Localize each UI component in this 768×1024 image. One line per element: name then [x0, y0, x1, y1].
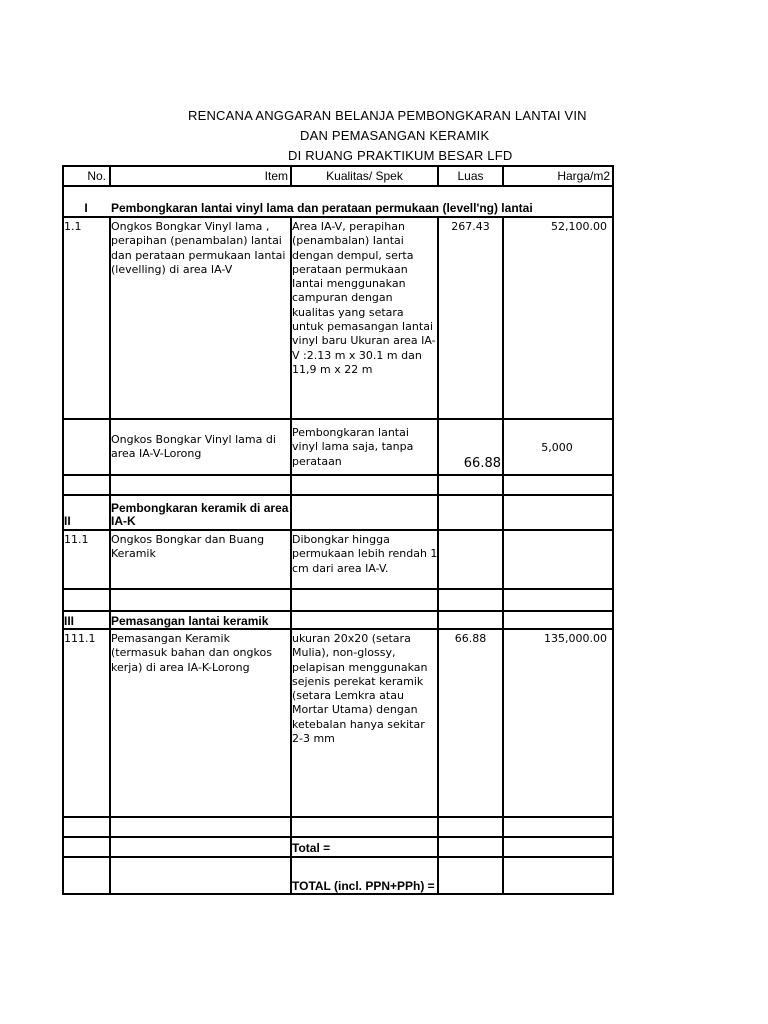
column-header-luas: Luas [457, 169, 484, 183]
row-1-2-harga: 5,000 [541, 441, 573, 454]
row-1-1-item: Ongkos Bongkar Vinyl lama , perapihan (penambalan) lantai dan perataan permukaan Iantai (levelling) di area IA-V [111, 220, 286, 276]
row-3-1-harga: 135,000.00 [544, 632, 607, 645]
row-3-1-number: 111.1 [64, 632, 96, 645]
row-2-1-item: Ongkos Bongkar dan Buang Keramik [111, 533, 265, 561]
row-1-2-spek: Pembongkaran lantai vinyl lama saja, tanpa perataan [292, 426, 414, 468]
row-3-1-spek: ukuran 20x20 (setara Mulia), non-glossy, pelapisan menggunakan sejenis perekat keramik (setara Lemkra atau Mortar Utama) dengan ketebalan hanya sekitar 2-3 mm [292, 632, 428, 746]
section-1-title: Pembongkaran lantai vinyl lama dan perataan permukaan (levell'ng) lantai [111, 202, 533, 215]
section-3-title: Pemasangan lantai keramik [111, 615, 269, 628]
row-2-1-number: 11.1 [64, 533, 89, 546]
section-3-number: III [64, 615, 75, 628]
document-title-line-1: RENCANA ANGGARAN BELANJA PEMBONGKARAN LANTAI VIN [188, 108, 587, 123]
column-header-harga: Harga/m2 [557, 169, 610, 183]
grand-total-label: TOTAL (incl. PPN+PPh) = [292, 880, 435, 893]
column-header-no: No. [87, 169, 106, 183]
row-3-1-item: Pemasangan Keramik (termasuk bahan dan ongkos kerja) di area IA-K-Lorong [111, 632, 272, 674]
total-label: Total = [292, 842, 331, 855]
row-1-2-luas: 66.88 [463, 457, 501, 471]
column-header-item: Item [264, 169, 288, 183]
section-2-title: Pembongkaran keramik di area IA-K [111, 502, 289, 528]
section-2-number: II [64, 515, 71, 528]
row-1-1-number: 1.1 [64, 220, 82, 233]
row-1-1-harga: 52,100.00 [551, 220, 607, 233]
column-header-kualitas: Kualitas/ Spek [326, 169, 403, 183]
section-1-number: I [84, 202, 88, 215]
row-1-2-item: Ongkos Bongkar Vinyl lama di area IA-V-Lorong [111, 433, 276, 461]
row-1-1-luas: 267.43 [451, 220, 490, 233]
row-2-1-spek: Dibongkar hingga permukaan lebih rendah 1 cm dari area IA-V. [292, 533, 438, 575]
document-title-line-3: DI RUANG PRAKTIKUM BESAR LFD [288, 148, 513, 163]
row-1-1-spek: Area IA-V, perapihan (penambalan) Iantai dengan dempul, serta perataan permukaan Iantai menggunakan campuran dengan kualitas yang setara untuk pemasangan Iantai vinyl baru Ukuran area IA-V :2.13 m x 30.1 m dan 11,9 m x 22 m [292, 220, 436, 376]
document-title-line-2: DAN PEMASANGAN KERAMIK [300, 128, 490, 143]
row-3-1-luas: 66.88 [454, 632, 487, 645]
